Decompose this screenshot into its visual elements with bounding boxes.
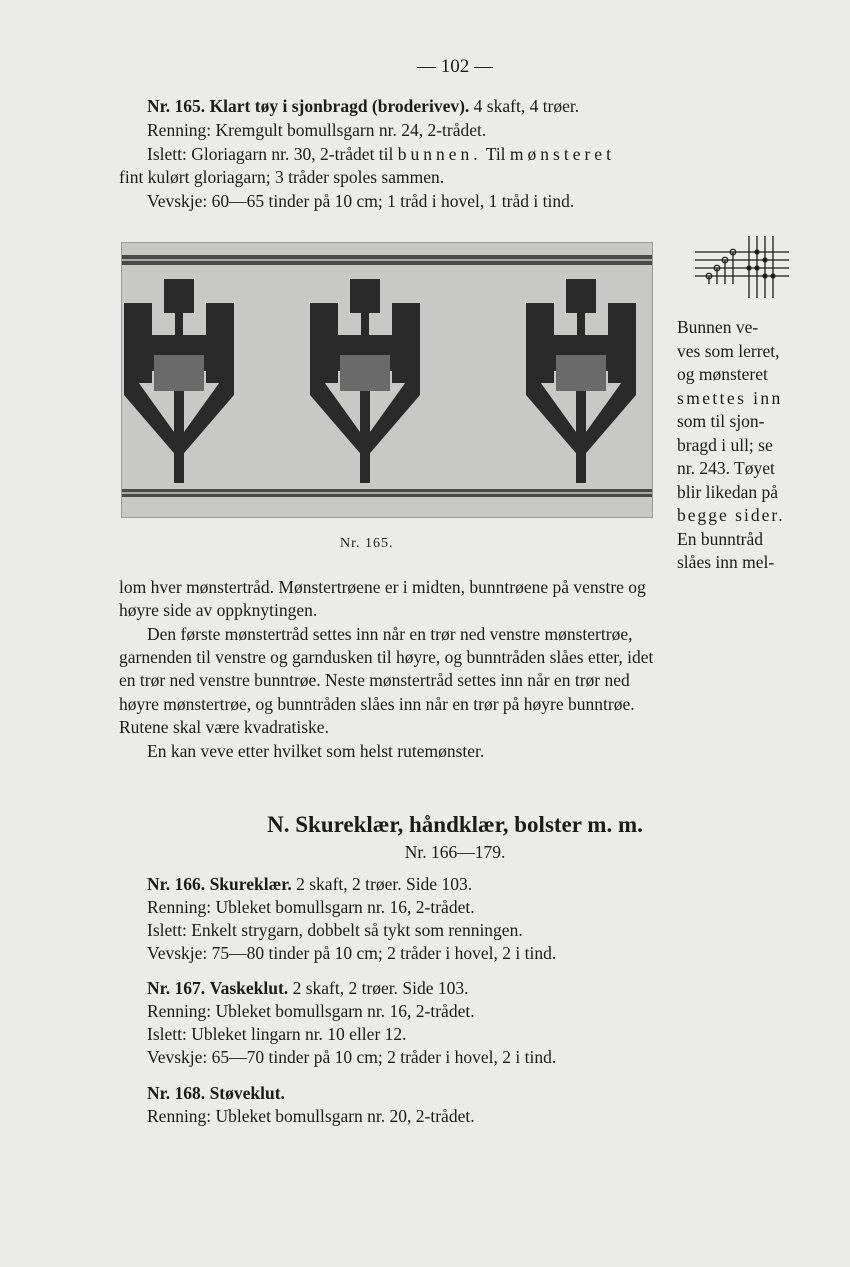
side-line: som til sjon- (677, 411, 765, 431)
nr168-heading (147, 1082, 285, 1104)
side-line: nr. 243. Tøyet (677, 458, 775, 478)
islett-part-a: Islett: Gloriagarn nr. 30, 2-trådet til (147, 144, 398, 164)
side-line: smettes inn (677, 387, 783, 408)
nr168-renning: Renning: Ubleket bomullsgarn nr. 20, 2-trådet. (147, 1106, 475, 1126)
section-heading: N. Skureklær, håndklær, bolster m. m. (267, 812, 643, 837)
nr167-islett: Islett: Ubleket lingarn nr. 10 eller 12. (147, 1024, 407, 1044)
side-line: Bunnen ve- (677, 317, 759, 337)
page-number: — 102 — (417, 56, 493, 77)
body-line: Rutene skal være kvadratiske. (119, 717, 329, 737)
nr167-vevskje: Vevskje: 65—70 tinder på 10 cm; 2 tråder i hovel, 2 i tind. (147, 1047, 557, 1067)
nr165-islett-cont: fint kulørt gloriagarn; 3 tråder spoles sammen. (119, 167, 445, 187)
side-line: bragd i ull; se (677, 434, 773, 455)
nr165-number: Nr. 165. (147, 96, 206, 116)
side-line: slåes inn mel- (677, 552, 775, 572)
nr167-treadles: 2 skaft, 2 trøer. Side 103. (288, 978, 469, 998)
threading-diagram (695, 236, 791, 300)
nr167-number: Nr. 167. (147, 978, 206, 998)
nr165-renning: Renning: Kremgult bomullsgarn nr. 24, 2-trådet. (147, 120, 487, 140)
nr165-islett (147, 143, 615, 165)
woven-cloth-photo (121, 242, 653, 518)
islett-part-d: mønsteret (509, 144, 615, 164)
nr165-treadles: 4 skaft, 4 trøer. (469, 96, 580, 116)
islett-part-c: Til (481, 144, 510, 164)
nr168-number: Nr. 168. (147, 1083, 206, 1103)
nr165-vevskje: Vevskje: 60—65 tinder på 10 cm; 1 tråd i hovel, 1 tråd i tind. (147, 191, 575, 211)
nr166-islett: Islett: Enkelt strygarn, dobbelt så tykt som renningen. (147, 920, 523, 940)
side-text-column (677, 316, 785, 575)
side-line: og mønsteret (677, 364, 768, 384)
body-line: en trør ned venstre bunntrøe. Neste mønstertråd settes inn når en trør ned (119, 670, 630, 690)
nr166-title: Skureklær. (209, 874, 292, 894)
nr166-number: Nr. 166. (147, 874, 206, 894)
tulip-pattern-graphic (122, 243, 653, 518)
nr166-treadles: 2 skaft, 2 trøer. Side 103. (291, 874, 473, 894)
body-line: garnenden til venstre og garndusken til høyre, og bunntråden slåes etter, idet (119, 647, 654, 667)
side-line: blir likedan på (677, 481, 779, 502)
nr166-renning: Renning: Ubleket bomullsgarn nr. 16, 2-trådet. (147, 897, 475, 917)
nr165-title: Klart tøy i sjonbragd (broderivev). (209, 96, 470, 116)
nr166-heading (147, 873, 472, 895)
body-line: En kan veve etter hvilket som helst rutemønster. (147, 741, 485, 761)
body-line: lom hver mønstertråd. Mønstertrøene er i midten, bunntrøene på venstre og (119, 577, 646, 597)
body-line: Den første mønstertråd settes inn når en trør ned venstre mønstertrøe, (147, 624, 633, 644)
islett-part-b: bunnen. (397, 144, 482, 164)
nr168-title: Støveklut. (209, 1083, 285, 1103)
side-line: begge sider. (677, 505, 785, 525)
nr167-heading (147, 977, 469, 999)
figure-caption: Nr. 165. (340, 536, 394, 551)
side-line: En bunntråd (677, 528, 764, 549)
body-line: høyre side av oppknytingen. (119, 600, 318, 620)
nr167-title: Vaskeklut. (209, 978, 289, 998)
nr167-renning: Renning: Ubleket bomullsgarn nr. 16, 2-trådet. (147, 1001, 475, 1021)
nr166-vevskje: Vevskje: 75—80 tinder på 10 cm; 2 tråder i hovel, 2 i tind. (147, 943, 557, 963)
nr165-heading (147, 95, 579, 117)
body-line: høyre mønstertrøe, og bunntråden slåes inn når en trør på høyre bunntrøe. (119, 694, 635, 714)
section-subheading: Nr. 166—179. (404, 842, 506, 862)
side-line: ves som lerret, (677, 340, 780, 361)
